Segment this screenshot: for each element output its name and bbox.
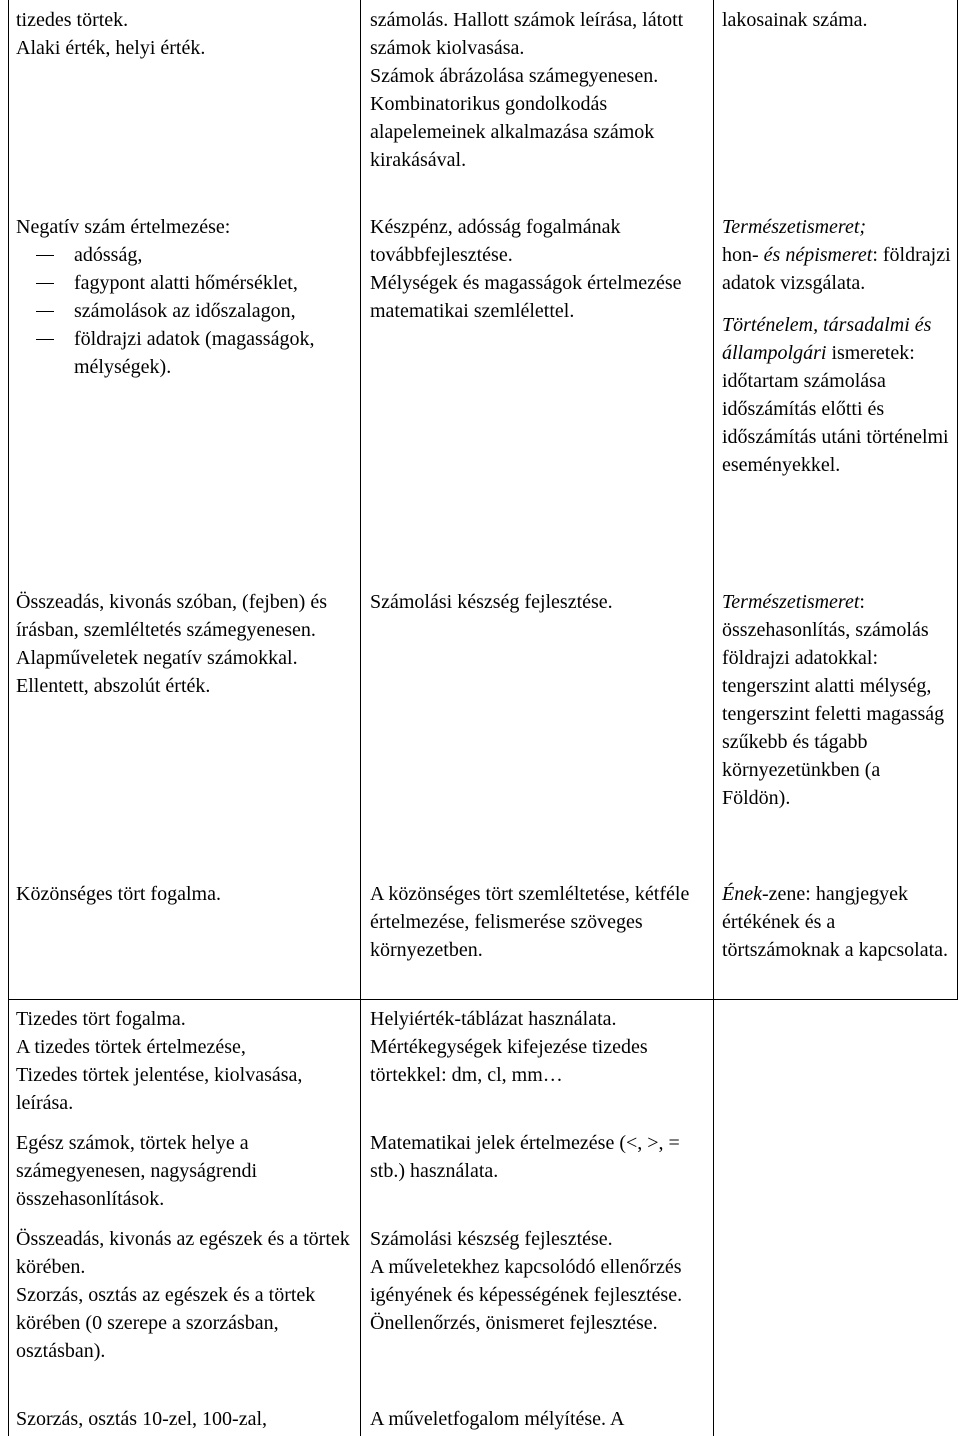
cell-text: Számolási készség fejlesztése.	[370, 591, 613, 613]
cell-text: Kombinatorikus gondolkodás alapelemeinek alkalmazása számok kirakásával.	[370, 93, 655, 171]
cell-text: ismeretek: időtartam számolása időszámítás előtti és időszámítás utáni történelmi eseményekkel.	[722, 342, 949, 476]
list-item: számolások az időszalagon,	[16, 297, 352, 325]
table-divider-col1	[360, 0, 361, 1436]
table-row-4-col1	[16, 1005, 352, 1117]
dash-list	[16, 241, 352, 381]
cell-text: Mértékegységek kifejezése tizedes törtekkel: dm, cl, mm…	[370, 1036, 648, 1086]
table-row-2-col1	[16, 588, 352, 700]
subject-name: és népismeret	[763, 244, 873, 266]
cell-text: A közönséges tört szemléltetése, kétféle értelmezése, felismerése szöveges környezetben.	[370, 883, 690, 961]
cell-text: Matematikai jelek értelmezése (<, >, = stb.) használata.	[370, 1132, 680, 1182]
table-row-3-col3	[722, 880, 952, 964]
list-item: földrajzi adatok (magasságok, mélységek).	[16, 325, 352, 381]
table-row-6-col2	[370, 1225, 708, 1337]
subject-name: Történelem, társadalmi és állampolgári	[722, 314, 932, 364]
table-row-3-col2	[370, 880, 708, 964]
cell-text	[722, 311, 952, 479]
cell-text: -zene: hangjegyek értékének és a törtszámoknak a kapcsolata.	[722, 883, 949, 961]
table-row-4-col2	[370, 1005, 708, 1089]
cell-text: tizedes törtek.	[16, 9, 129, 31]
cell-text: Közönséges tört fogalma.	[16, 883, 221, 905]
cell-text: : összehasonlítás, számolás földrajzi adatokkal: tengerszint alatti mélység, tengerszint feletti magasság szűkebb és tágabb környezetünkben (a Földön).	[722, 591, 945, 809]
table-row-0-col2	[370, 6, 708, 174]
cell-text: lakosainak száma.	[722, 9, 868, 31]
cell-text: Szorzás, osztás 10-zel, 100-zal,	[16, 1408, 268, 1430]
cell-text: számolás. Hallott számok leírása, látott számok kiolvasása.	[370, 9, 684, 59]
cell-text: A tizedes törtek értelmezése,	[16, 1036, 246, 1058]
table-row-5-col2	[370, 1129, 708, 1185]
table-border-left	[8, 0, 9, 1436]
table-row-7-col2	[370, 1405, 708, 1433]
subject-name: Természetismeret	[722, 591, 860, 613]
cell-text: hon-	[722, 244, 759, 266]
cell-text: Önellenőrzés, önismeret fejlesztése.	[370, 1312, 658, 1334]
cell-text: Helyiérték-táblázat használata.	[370, 1008, 617, 1030]
table-row-1-col2	[370, 213, 708, 325]
table-row-6-col1	[16, 1225, 352, 1365]
cell-text: Tizedes törtek jelentése, kiolvasása, leírása.	[16, 1064, 303, 1114]
cell-text: Alaki érték, helyi érték.	[16, 37, 206, 59]
table-row-1-col1	[16, 213, 352, 381]
cell-text: Alapműveletek negatív számokkal.	[16, 647, 298, 669]
cell-text: Összeadás, kivonás az egészek és a törtek körében.	[16, 1228, 350, 1278]
cell-text	[722, 880, 952, 964]
table-row-0-col1	[16, 6, 352, 62]
cell-text: Egész számok, törtek helye a számegyenesen, nagyságrendi összehasonlítások.	[16, 1132, 258, 1210]
table-row-1-col3	[722, 213, 952, 479]
table-row-separator	[8, 999, 958, 1000]
cell-text	[722, 588, 952, 812]
cell-text: Összeadás, kivonás szóban, (fejben) és írásban, szemléltetés számegyenesen.	[16, 591, 328, 641]
subject-name: Természetismeret;	[722, 216, 867, 238]
cell-title: Negatív szám értelmezése:	[16, 216, 231, 238]
table-divider-col2	[713, 0, 714, 1436]
cell-text: Készpénz, adósság fogalmának továbbfejlesztése.	[370, 216, 621, 266]
cell-text: A műveletfogalom mélyítése. A	[370, 1408, 625, 1430]
table-row-3-col1	[16, 880, 352, 908]
table-row-0-col3	[722, 6, 952, 34]
table-row-7-col1	[16, 1405, 352, 1433]
cell-text: Mélységek és magasságok értelmezése matematikai szemlélettel.	[370, 272, 682, 322]
cell-text: Számok ábrázolása számegyenesen.	[370, 65, 659, 87]
cell-text: Szorzás, osztás az egészek és a törtek körében (0 szerepe a szorzásban, osztásban).	[16, 1284, 316, 1362]
cell-text: : földrajzi adatok vizsgálata.	[722, 244, 951, 294]
table-row-2-col3	[722, 588, 952, 812]
cell-text: Számolási készség fejlesztése.	[370, 1228, 613, 1250]
subject-name: Ének	[722, 883, 762, 905]
table-border-right	[957, 0, 958, 1000]
table-row-5-col1	[16, 1129, 352, 1213]
list-item: fagypont alatti hőmérséklet,	[16, 269, 352, 297]
cell-text: A műveletekhez kapcsolódó ellenőrzés igényének és képességének fejlesztése.	[370, 1256, 683, 1306]
cell-text	[722, 213, 952, 297]
table-row-2-col2	[370, 588, 708, 616]
cell-text: Ellentett, abszolút érték.	[16, 675, 211, 697]
cell-text: Tizedes tört fogalma.	[16, 1008, 186, 1030]
list-item: adósság,	[16, 241, 352, 269]
